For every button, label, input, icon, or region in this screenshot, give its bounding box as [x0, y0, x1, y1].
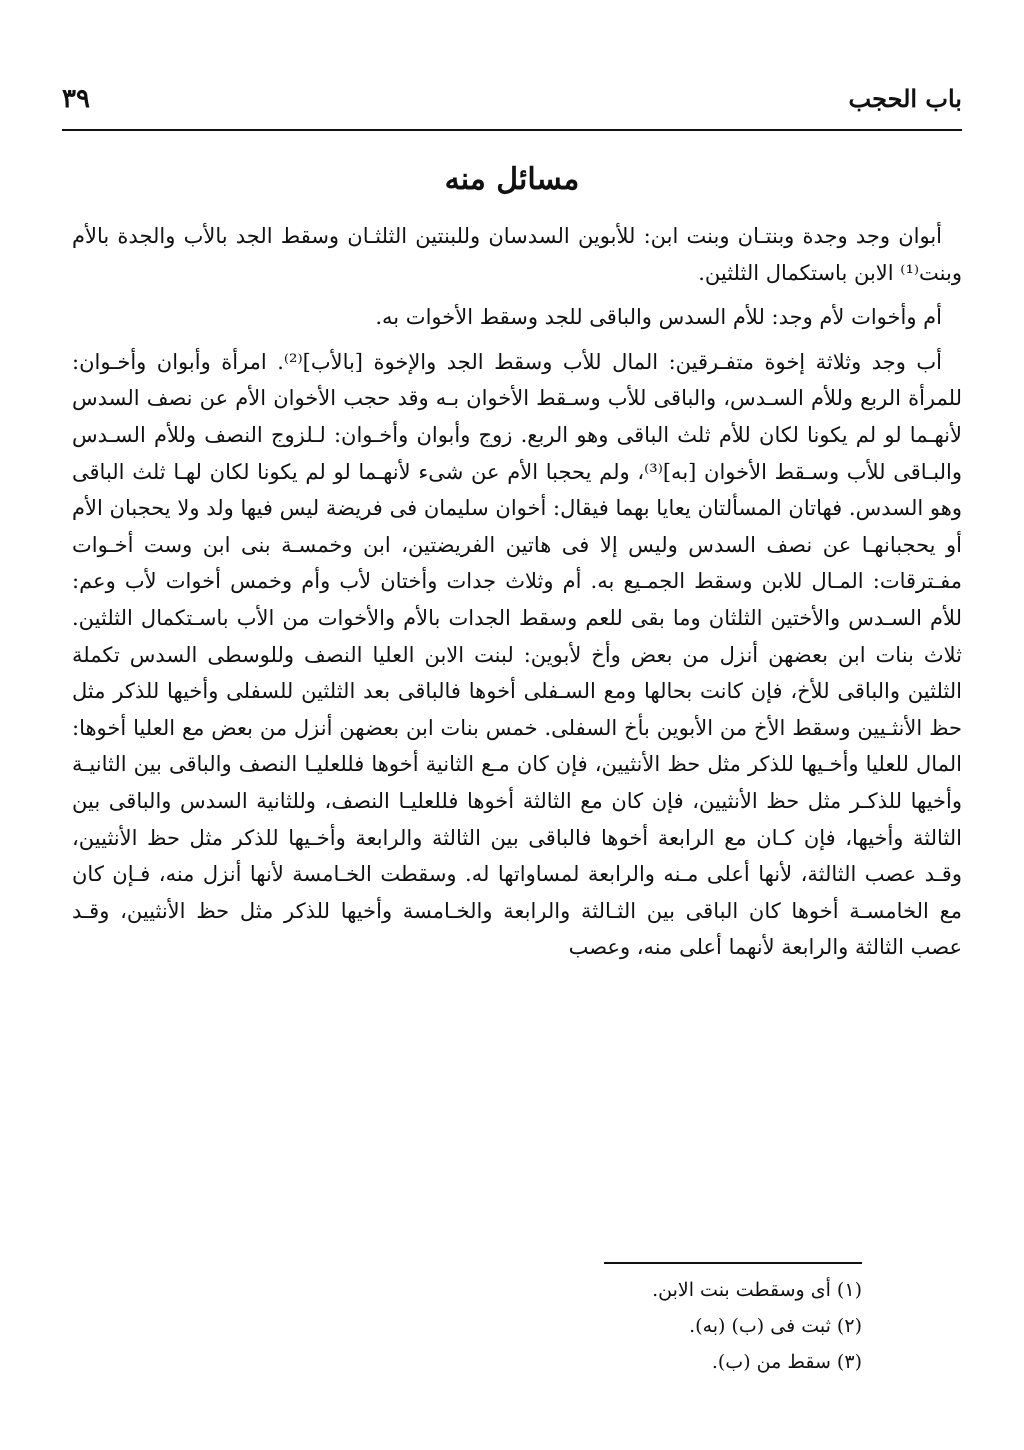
footnote-1: (١) أى وسقطت بنت الابن.: [652, 1279, 862, 1301]
footnote-3: (٣) سقط من (ب).: [711, 1351, 862, 1373]
footnotes: [400, 1272, 862, 1380]
paragraph-2: أم وأخوات لأم وجد: للأم السدس والباقى للجد وسقط الأخوات به.: [375, 305, 942, 330]
paragraph-1: أبوان وجد وجدة وبنتـان وبنت ابن: للأبوين السدسان وللبنتين الثلثـان وسقط الجد بالأب والجدة بالأم وبنت⁽¹⁾ الابن باستكمال الثلثين.: [72, 224, 962, 285]
page-number: ٣٩: [62, 84, 90, 114]
footnote-divider: [604, 1262, 862, 1264]
running-header: [62, 84, 962, 124]
body-text: [72, 218, 962, 974]
chapter-title: باب الحجب: [848, 84, 962, 113]
header-divider: [62, 129, 962, 131]
footnote-2: (٢) ثبت فى (ب) (به).: [689, 1315, 862, 1337]
paragraph-3: أب وجد وثلاثة إخوة متفـرقين: المال للأب وسقط الجد والإخوة [بالأب]⁽²⁾. امرأة وأبوان وأخـوان: للمرأة الربع وللأم السـدس، والباقى للأب وسـقط الأخوان بـه وقد حجب الأخوان الأم عن نصف السدس لأنهـما لو لم يكونا لكان للأم ثلث الباقى وهو الربع. زوج وأبوان وأخـوان: لـلزوج النصف وللأم السـدس والبـاقى للأب وسـقط الأخوان [به]⁽³⁾، ولم يحجبا الأم عن شىء لأنهـما لو لم يكونا لكان لهـا ثلث الباقى وهو السدس. فهاتان المسألتان يعايا بهما فيقال: أخوان سليمان فى فريضة ليس فيها ولد ولا يحجبان الأم أو يحجبانهـا عن نصف السدس وليس إلا فى هاتين الفريضتين، ابن وخمسـة بنى ابن وست أخـوات مفـترقات: المـال للابن وسقط الجمـيع به. أم وثلاث جدات وأختان لأب وأم وخمس أخوات لأب وعم: للأم السـدس والأختين الثلثان وما بقى للعم وسقط الجدات بالأم والأخوات من الأب باسـتكمال الثلثين. ثلاث بنات ابن بعضهن أنزل من بعض وأخ لأبوين: لبنت الابن العليا النصف وللوسطى السدس تكملة الثلثين والباقى للأخ، فإن كانت بحالها ومع السـفلى أخوها فالباقى بعد الثلثين للسفلى وأخيها للذكر مثل حظ الأنثـيين وسقط الأخ من الأبوين بأخ السفلى. خمس بنات ابن بعضهن أنزل من بعض مع العليا أخوها: المال للعليا وأخـيها للذكر مثل حظ الأنثيين، فإن كان مـع الثانية أخوها فللعليـا النصف والباقى بين الثانيـة وأخيها للذكـر مثل حظ الأنثيين، فإن كان مع الثالثة أخوها فللعليـا النصف، وللثانية السدس والباقى بين الثالثة وأخيها، فإن كـان مع الرابعة أخوها فالباقى بين الثالثة والرابعة وأخـيها للذكر مثل حظ الأنثيين، وقـد عصب الثالثة، لأنها أعلى مـنه والرابعة لمساواتها له. وسقطت الخـامسة لأنها أنزل منه، فـإن كان مع الخامسـة أخوها كان الباقى بين الثـالثة والرابعة والخـامسة وأخيها للذكر مثل حظ الأنثيين، وقـد عصب الثالثة والرابعة لأنهما أعلى منه، وعصب: [72, 349, 962, 960]
section-heading: مسائل منه: [444, 162, 580, 197]
